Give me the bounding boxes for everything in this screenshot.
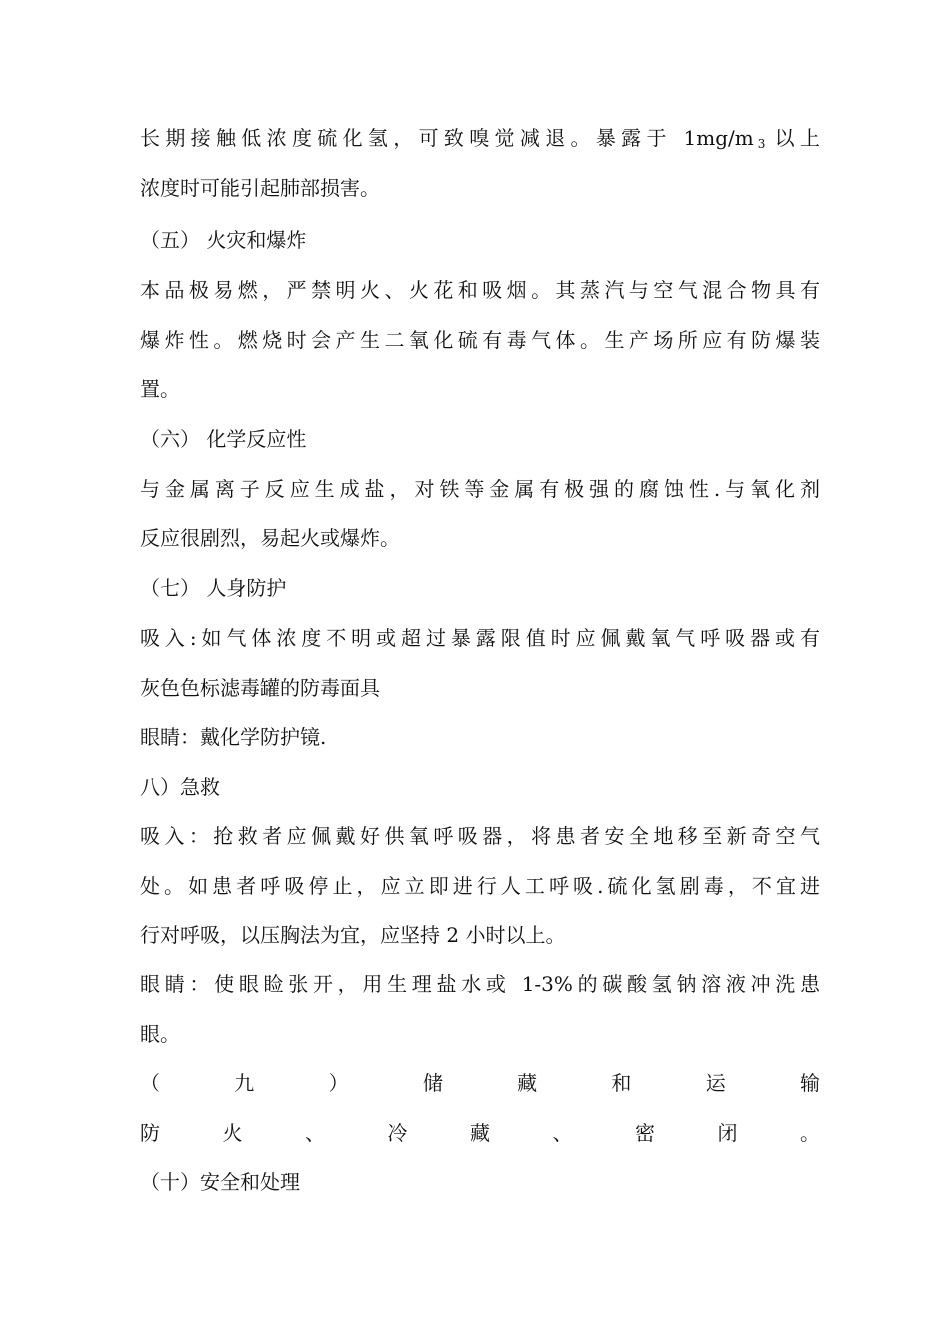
paragraph-line: 行对呼吸，以压胸法为宜，应坚持 2 小时以上。	[140, 923, 566, 947]
text-span: 长期接触低浓度硫化氢，可致嗅觉减退。暴露于 1mg/m	[140, 126, 754, 150]
paragraph-line: 吸入：抢救者应佩戴好供氧呼吸器，将患者安全地移至新奇空气	[140, 824, 820, 848]
paragraph-line: 眼睛：戴化学防护镜.	[140, 725, 327, 749]
section-heading-5: （五） 火灾和爆炸	[140, 228, 307, 252]
paragraph-line: 本品极易燃，严禁明火、火花和吸烟。其蒸汽与空气混合物具有	[140, 278, 820, 302]
paragraph-line: 防 火 、 冷 藏 、 密 闭 。	[140, 1121, 820, 1145]
paragraph-line: 爆炸性。燃烧时会产生二氧化硫有毒气体。生产场所应有防爆装	[140, 328, 820, 352]
section-heading-8: 八）急救	[140, 775, 220, 799]
section-heading-9: （ 九 ） 储 藏 和 运 输	[140, 1071, 820, 1095]
paragraph-line: 与金属离子反应生成盐，对铁等金属有极强的腐蚀性.与氧化剂	[140, 477, 820, 501]
section-heading-6: （六） 化学反应性	[140, 427, 307, 451]
section-heading-7: （七） 人身防护	[140, 576, 287, 600]
paragraph-line: 浓度时可能引起肺部损害。	[140, 176, 380, 200]
paragraph-line: 反应很剧烈，易起火或爆炸。	[140, 526, 400, 550]
paragraph-line	[140, 124, 820, 158]
paragraph-line: 处。如患者呼吸停止，应立即进行人工呼吸.硫化氢剧毒，不宜进	[140, 874, 820, 898]
subscript: 3	[757, 137, 766, 151]
text-span: 以上	[769, 126, 820, 150]
paragraph-line: 灰色色标滤毒罐的防毒面具	[140, 676, 380, 700]
paragraph-line: 眼睛：使眼睑张开，用生理盐水或 1-3%的碳酸氢钠溶液冲洗患	[140, 972, 820, 996]
paragraph-line: 置。	[140, 377, 180, 401]
section-heading-10: （十）安全和处理	[140, 1170, 300, 1194]
paragraph-line: 吸入:如气体浓度不明或超过暴露限值时应佩戴氧气呼吸器或有	[140, 626, 820, 650]
paragraph-line: 眼。	[140, 1022, 180, 1046]
